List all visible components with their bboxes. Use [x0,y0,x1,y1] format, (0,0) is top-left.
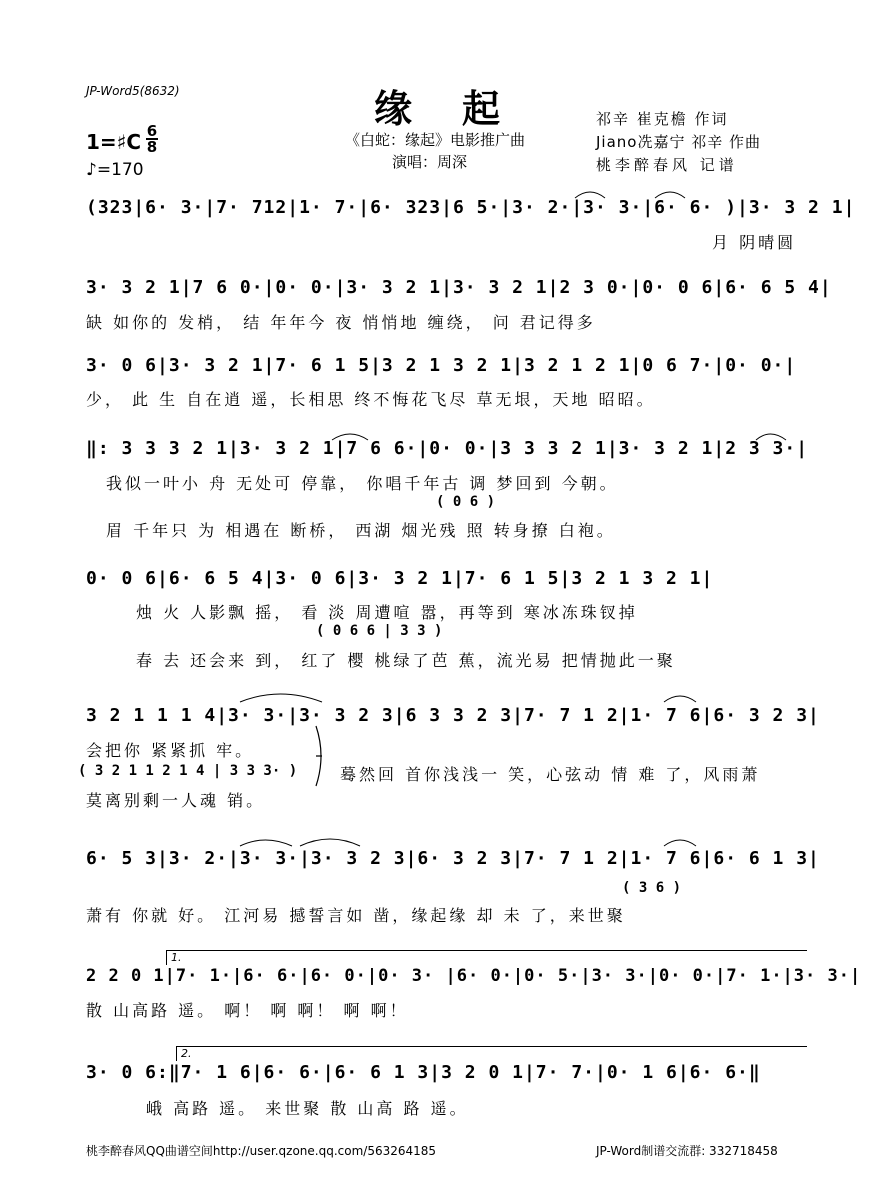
score-line-7: 6· 5 3|3· 2·|3· 3·|3· 3 2 3|6· 3 2 3|7· 7 1 2|1· 7 6|6· 6 1 3| [86,848,820,869]
lyric-line-6-verse2: 莫离别剩一人魂 销。 [86,791,266,810]
volta-1-label: 1. [171,951,182,964]
lyric-line-4-verse2: 眉 千年只 为 相遇在 断桥， 西湖 烟光残 照 转身撩 白袍。 [106,521,616,540]
footer-left: 桃李醉春风QQ曲谱空间http://user.qzone.qq.com/563264185 [86,1144,437,1158]
lyric-line-6: 会把你 紧紧抓 牢。 [86,741,255,760]
score-line-9: 3· 0 6:‖7· 1 6|6· 6·|6· 6 1 3|3 2 0 1|7· 7·|0· 1 6|6· 6·‖ [86,1062,761,1083]
lyric-line-7: 萧有 你就 好。 江河易 撼誓言如 凿，缘起缘 却 未 了，来世聚 [86,906,626,925]
slur [664,840,696,846]
lyric-line-3: 少， 此 生 自在逍 遥，长相思 终不悔花飞尽 草无垠，天地 昭昭。 [86,390,656,409]
volta-1 [166,950,807,965]
slur [240,694,322,702]
lyric-line-8: 散 山高路 遥。 啊！ 啊 啊！ 啊 啊！ [86,1001,409,1020]
alt-notes-line-6: ( 3 2 1 1 2 1 4 | 3 3 3· ) [78,763,298,779]
lyric-line-5-verse2: 春 去 还会来 到， 红了 樱 桃绿了芭 蕉，流光易 把情抛此一聚 [136,651,676,670]
slur [240,840,292,846]
score-line-5: 0· 0 6|6· 6 5 4|3· 0 6|3· 3 2 1|7· 6 1 5|3 2 1 3 2 1| [86,568,714,589]
score-line-1: (323|6· 3·|7· 712|1· 7·|6· 323|6 5·|3· 2·|3· 3·|6· 6· )|3· 3 2 1| [86,197,856,218]
lyric-line-5: 烛 火 人影飘 摇， 看 淡 周遭喧 嚣，再等到 寒冰冻珠钗掉 [136,603,638,622]
volta-2 [176,1046,807,1061]
lyric-line-2: 缺 如你的 发梢， 结 年年今 夜 悄悄地 缠绕， 问 君记得多 [86,313,596,332]
slur [664,696,696,702]
lyric-line-6-bridge: 蓦然回 首你浅浅一 笑，心弦动 情 难 了，风雨萧 [340,765,761,784]
score-line-8: 2 2 0 1|7· 1·|6· 6·|6· 0·|0· 3· |6· 0·|0· 5·|3· 3·|0· 0·|7· 1·|3· 3·| [86,966,862,986]
lyricist-credit: 祁辛 崔克檐 作词 [596,110,729,128]
time-signature-bottom: 8 [146,138,158,156]
lyric-line-1: 月 阴晴圆 [712,233,797,252]
alt-notes-line-5: ( 0 6 6 | 3 3 ) [316,623,443,639]
subtitle: 《白蛇：缘起》电影推广曲 [345,131,526,149]
software-tag: JP-Word5(8632) [86,84,180,98]
brace [316,726,322,786]
singer: 演唱：周深 [392,153,468,171]
score-line-4: ‖: 3 3 3 2 1|3· 3 2 1|7 6 6·|0· 0·|3 3 3 2 1|3· 3 2 1|2 3 3·| [86,438,809,459]
tempo-mark: ♪=170 [86,160,144,180]
alt-notes-line-7: ( 3 6 ) [622,880,682,896]
score-line-6: 3 2 1 1 1 4|3· 3·|3· 3 2 3|6 3 3 2 3|7· 7 1 2|1· 7 6|6· 3 2 3| [86,705,820,726]
footer-right: JP-Word制谱交流群: 332718458 [596,1144,778,1158]
score-line-2: 3· 3 2 1|7 6 0·|0· 0·|3· 3 2 1|3· 3 2 1|2 3 0·|0· 0 6|6· 6 5 4| [86,277,832,298]
score-line-3: 3· 0 6|3· 3 2 1|7· 6 1 5|3 2 1 3 2 1|3 2 1 2 1|0 6 7·|0· 0·| [86,355,797,376]
slur [300,839,360,846]
volta-2-label: 2. [181,1047,192,1060]
composer-credit: Jiano冼嘉宁 祁辛 作曲 [596,133,762,151]
transcriber-credit: 桃李醉春风 记谱 [596,156,738,174]
page-title: 缘起 [374,86,551,131]
lyric-line-9: 峨 高路 遥。 来世聚 散 山高 路 遥。 [146,1099,469,1118]
time-signature-top: 6 [146,122,158,140]
lyric-line-4: 我似一叶小 舟 无处可 停靠， 你唱千年古 调 梦回到 今朝。 [106,474,619,493]
time-signature [146,124,158,154]
key-signature: 1=♯C [86,130,142,154]
alt-notes-line-4: ( 0 6 ) [436,494,496,510]
